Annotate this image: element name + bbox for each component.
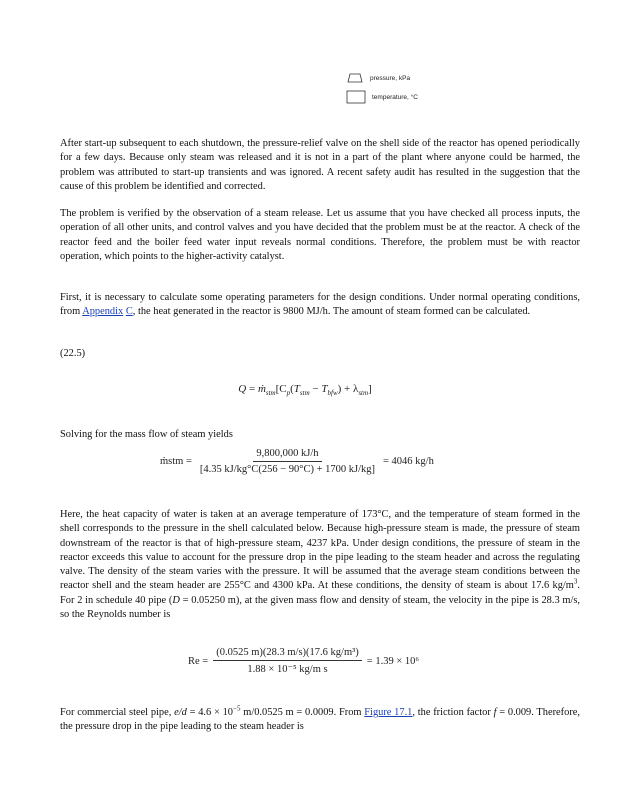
paragraph-solving: Solving for the mass flow of steam yields [60, 429, 233, 440]
para6-text-b: = 4.6 × 10 [186, 707, 234, 718]
paragraph-friction [60, 706, 580, 735]
appendix-link[interactable]: Appendix [82, 306, 124, 318]
legend-pressure [346, 70, 418, 86]
eq2-lhs: ṁstm = [160, 456, 192, 467]
paragraph-operating [60, 291, 580, 320]
pressure-symbol-icon [346, 73, 364, 83]
legend-temperature-label: temperature, °C [372, 93, 418, 101]
eq3-lhs: Re = [188, 655, 209, 667]
para6-text-a: For commercial steel pipe, [60, 707, 175, 718]
appendix-c-link[interactable]: C [125, 306, 133, 318]
para5-text-c: = 0.05250 m), at the given mass flow and density of steam, the velocity in the pipe is 28.3 m/s, so the Reynolds number is [60, 594, 581, 621]
equation-reynolds [188, 647, 419, 675]
equation-number: (22.5) [60, 348, 86, 359]
figure-17-1-link[interactable]: Figure 17.1 [364, 707, 413, 718]
eq3-fraction [213, 647, 362, 675]
legend-pressure-label: pressure, kPa [370, 74, 411, 82]
para5-text-a: Here, the heat capacity of water is taken at an average temperature of 173°C, and the temperature of steam formed in the shell corresponds to the pressure in the shell calculated below. Because high-pressure steam is made, the pressure of steam downstream of the reactor is that of high-pressure steam, 4237 kPa. Under design conditions, the pressure of steam in the reactor exceeds this value to account for the pressure drop in the pipe leading to the steam header and across the regulating valve. The density of the steam varies with the pressure. It will be assumed that the average steam conditions between the reactor shell and the steam header are 255°C and 4300 kPa. At these conditions, the density of steam is about 17.6 kg/m [60, 509, 580, 592]
figure-legend [346, 70, 418, 105]
paragraph-startup: After start-up subsequent to each shutdown, the pressure-relief valve on the shell side of the reactor has opened periodically for a few days. Because only steam was released and it is not in a part of the plant where anyone could be harmed, the problem was attributed to start-up transients and was ignored. A recent safety audit has resulted in the suggestion that the cause of this problem be identified and corrected. [60, 138, 580, 192]
para3-text-a: First, it is necessary to calculate some operating parameters for the design conditions. Under normal operating conditions, from [60, 292, 580, 318]
temperature-symbol-icon [346, 90, 366, 104]
para6-ed: e/d [174, 707, 187, 718]
eq3-denominator: 1.88 × 10⁻⁵ kg/m s [247, 664, 328, 675]
para5-text-b: . For 2 in schedule 40 pipe ( [60, 580, 580, 606]
para5-d-var: D [172, 594, 180, 606]
eq3-rhs: = 1.39 × 10⁶ [366, 655, 420, 667]
para3-text-b: , the heat generated in the reactor is 9800 MJ/h. The amount of steam formed can be calculated. [132, 306, 531, 318]
para6-text-e: = 0.009. Therefore, the pressure drop in the pipe leading to the steam header is [60, 707, 580, 733]
legend-temperature [346, 89, 418, 105]
paragraph-heat-capacity [60, 508, 580, 622]
para6-text-c: m/0.0525 m = 0.0009. From [240, 707, 365, 718]
eq2-rhs: = 4046 kg/h [383, 456, 434, 467]
eq2-denominator: [4.35 kJ/kg°C(256 − 90°C) + 1700 kJ/kg] [199, 464, 376, 475]
para6-text-d: , the friction factor [412, 707, 494, 718]
eq2-numerator: 9,800,000 kJ/h [253, 448, 321, 462]
equation-heat-balance: $Q = ṁ_{stm}[C_p(T_{stm} - T_{bfw}) + \lambda_{stm}]$ [238, 383, 372, 398]
para6-sup: −5 [233, 704, 241, 713]
equation-mass-flow [160, 448, 434, 475]
eq2-fraction [197, 448, 378, 475]
para5-sup: 3 [573, 578, 578, 587]
paragraph-problem: The problem is verified by the observation of a steam release. Let us assume that you have checked all process inputs, the operation of all other units, and control valves and you have decided that the problem must be at the reactor. A check of the reactor feed and the boiler feed water input reveals normal conditions. Therefore, the problem must be with reactor operation, which points to the higher-activity catalyst. [60, 208, 580, 262]
eq3-numerator: (0.0525 m)(28.3 m/s)(17.6 kg/m³) [213, 647, 362, 661]
para6-f: f [493, 707, 497, 718]
